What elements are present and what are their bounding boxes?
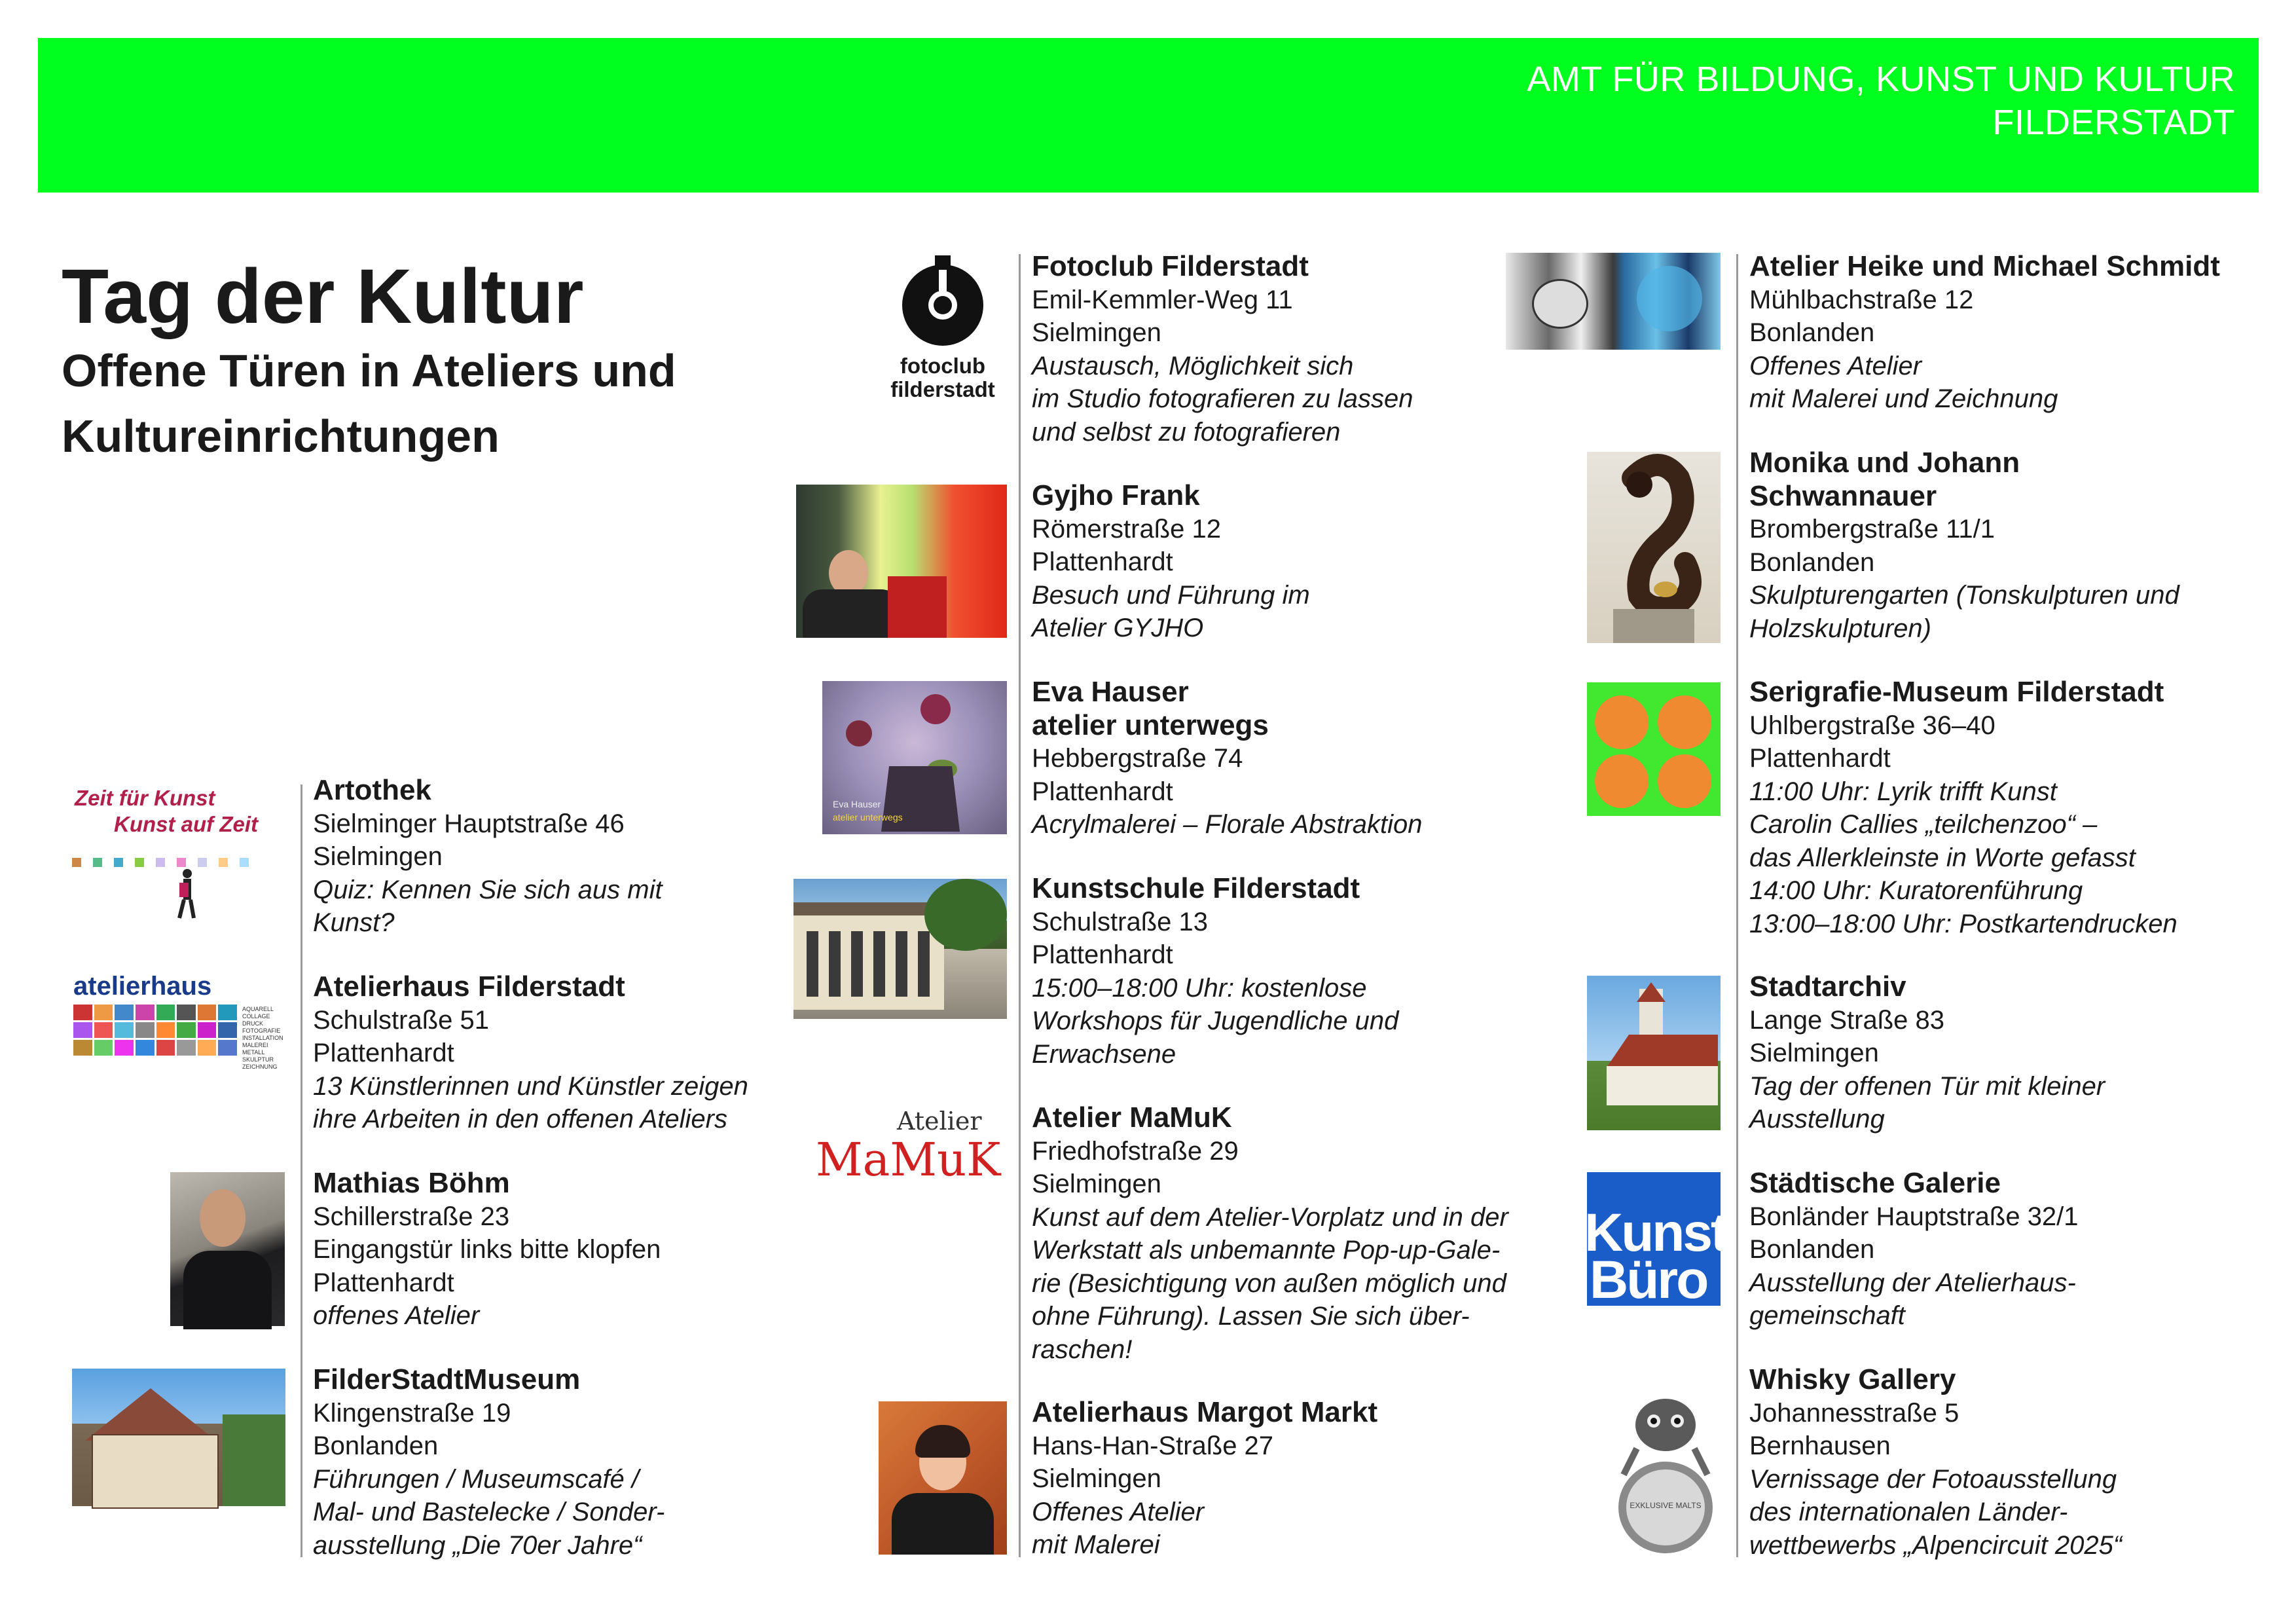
entry-district: Plattenhardt — [313, 1268, 454, 1297]
entry-address: Bonländer Hauptstraße 32/1 — [1749, 1202, 2079, 1231]
entry-name-line-2: Schwannauer — [1749, 479, 1937, 512]
kunstschule-photo — [793, 879, 1007, 1019]
entry-schwannauer — [1749, 447, 2267, 645]
entry-description: und selbst zu fotografieren — [1032, 417, 1341, 447]
entry-name: Atelierhaus Filderstadt — [313, 970, 625, 1003]
mamuk-logo-line-1: Atelier — [897, 1107, 982, 1135]
entry-name: Atelier Heike und Michael Schmidt — [1749, 250, 2220, 282]
entry-name: Monika und Johann — [1749, 447, 2020, 479]
org-line-1: AMT FÜR BILDUNG, KUNST UND KULTUR — [1527, 60, 2235, 99]
entry-description: das Allerkleinste in Worte gefasst — [1749, 843, 2136, 872]
entry-kunstschule — [1032, 872, 1542, 1071]
entry-whisky-gallery — [1749, 1363, 2267, 1562]
entry-description: gemeinschaft — [1749, 1301, 1905, 1330]
entry-artothek — [313, 774, 771, 940]
entry-address: Uhlbergstraße 36–40 — [1749, 710, 1995, 740]
entry-name: Städtische Galerie — [1749, 1167, 2001, 1199]
entry-name: Atelierhaus Margot Markt — [1032, 1396, 1378, 1428]
entry-atelierhaus-filderstadt — [313, 970, 784, 1136]
entry-description: raschen! — [1032, 1335, 1133, 1364]
entry-mathias-boehm — [313, 1167, 771, 1333]
entry-description: 13 Künstlerinnen und Künstler zeigen — [313, 1071, 748, 1101]
entry-description: Kunst? — [313, 908, 395, 937]
entry-name: Atelier MaMuK — [1032, 1101, 1232, 1134]
organization-name — [1527, 58, 2235, 144]
entry-description: Mal- und Bastelecke / Sonder- — [313, 1498, 665, 1526]
camera-icon — [877, 251, 1008, 350]
kunstbuero-logo — [1584, 1172, 1727, 1310]
entry-description: Holzskulpturen) — [1749, 614, 1931, 643]
page-title: Tag der Kultur — [62, 253, 584, 340]
entry-gyjho-frank — [1032, 479, 1542, 645]
eva-hauser-signature: Eva Hauser — [833, 799, 881, 809]
entry-address: Johannesstraße 5 — [1749, 1398, 1959, 1428]
entry-description: Atelier GYJHO — [1032, 614, 1204, 642]
entry-description: Workshops für Jugendliche und — [1032, 1006, 1399, 1035]
entry-description: 14:00 Uhr: Kuratorenführung — [1749, 876, 2083, 905]
entry-address: Schillerstraße 23 — [313, 1202, 510, 1231]
entry-description: 13:00–18:00 Uhr: Postkartendrucken — [1749, 909, 2178, 938]
whisky-coin-text: EXKLUSIVE MALTS — [1630, 1501, 1702, 1510]
entry-description: Erwachsene — [1032, 1039, 1176, 1069]
entry-district: Bonlanden — [1749, 547, 1875, 577]
entry-name: Stadtarchiv — [1749, 970, 1906, 1003]
page-subtitle: Offene Türen in Ateliers und Kultureinrichtungen — [62, 345, 676, 462]
walking-figure-icon — [174, 868, 200, 921]
entry-description: Ausstellung — [1749, 1105, 1885, 1134]
schmidt-artwork — [1506, 253, 1721, 350]
atelierhaus-logo-text: atelierhaus — [73, 972, 212, 1001]
entry-address: Schulstraße 51 — [313, 1005, 490, 1035]
entry-name: Fotoclub Filderstadt — [1032, 250, 1309, 282]
entry-description: wettbewerbs „Alpencircuit 2025“ — [1749, 1530, 2123, 1560]
entry-staedtische-galerie — [1749, 1167, 2267, 1333]
entry-description: Führungen / Museumscafé / — [313, 1464, 640, 1494]
entry-description: Quiz: Kennen Sie sich aus mit — [313, 875, 663, 904]
fotoclub-logo-line-2: filderstadt — [890, 377, 995, 401]
org-line-2: FILDERSTADT — [1992, 103, 2235, 142]
entry-description: Acrylmalerei – Florale Abstraktion — [1032, 810, 1423, 839]
entry-district: Bonlanden — [1749, 318, 1875, 347]
entry-description: Tag der offenen Tür mit kleiner — [1749, 1071, 2105, 1101]
entry-district: Plattenhardt — [1032, 547, 1173, 576]
entry-address: Hans-Han-Straße 27 — [1032, 1431, 1274, 1460]
entry-description: Kunst auf dem Atelier-Vorplatz und in der — [1032, 1202, 1508, 1232]
gyjho-frank-photo — [796, 485, 1007, 638]
entry-district: Bonlanden — [1749, 1235, 1875, 1264]
entry-filderstadtmuseum — [313, 1363, 771, 1562]
atelierhaus-logo — [71, 972, 287, 1070]
entry-name: Eva Hauser — [1032, 676, 1189, 708]
entry-address: Friedhofstraße 29 — [1032, 1136, 1239, 1166]
entry-description: mit Malerei — [1032, 1530, 1160, 1559]
mamuk-logo — [812, 1104, 1008, 1202]
schwannauer-sculpture — [1587, 452, 1721, 643]
entry-description: Offenes Atelier — [1749, 351, 1922, 380]
entry-district: Sielmingen — [313, 842, 443, 871]
mamuk-logo-line-2: MaMuK — [816, 1133, 1001, 1187]
atelierhaus-logo-categories: AQUARELL COLLAGE DRUCK FOTOGRAFIE INSTALLATION MALEREI METALL SKULPTUR ZEICHNUNG — [242, 1006, 283, 1070]
entry-description: Skulpturengarten (Tonskulpturen und — [1749, 581, 2179, 610]
header-bar — [38, 38, 2259, 193]
artothek-logo-line-1: Zeit für Kunst — [75, 786, 215, 810]
entry-address: Mühlbachstraße 12 — [1749, 285, 1974, 314]
entry-description: Carolin Callies „teilchenzoo“ – — [1749, 810, 2098, 839]
fotoclub-logo — [877, 251, 1008, 409]
entry-district: Bonlanden — [313, 1431, 439, 1460]
entry-address: Hebbergstraße 74 — [1032, 744, 1243, 773]
stadtarchiv-photo — [1587, 976, 1721, 1130]
entry-district: Plattenhardt — [1032, 777, 1173, 806]
entry-name-line-2: atelier unterwegs — [1032, 709, 1269, 741]
entry-atelier-mamuk — [1032, 1101, 1595, 1366]
entry-description: offenes Atelier — [313, 1301, 480, 1330]
entry-name: Artothek — [313, 774, 431, 806]
entry-name: Mathias Böhm — [313, 1167, 510, 1199]
entry-address: Lange Straße 83 — [1749, 1005, 1944, 1035]
entry-address: Emil-Kemmler-Weg 11 — [1032, 285, 1293, 314]
eva-hauser-painting — [822, 681, 1007, 834]
entry-district: Sielmingen — [1032, 318, 1161, 347]
whisky-gallery-logo — [1611, 1383, 1721, 1556]
entry-description: Austausch, Möglichkeit sich — [1032, 351, 1354, 380]
entry-name: Kunstschule Filderstadt — [1032, 872, 1360, 904]
column-divider-3 — [1736, 254, 1738, 1557]
entry-district: Bernhausen — [1749, 1431, 1891, 1460]
entry-name: Gyjho Frank — [1032, 479, 1200, 511]
column-divider-2 — [1019, 254, 1021, 1557]
filderstadtmuseum-photo — [72, 1369, 285, 1506]
column-divider-1 — [301, 784, 302, 1557]
whisky-coin-icon — [1611, 1383, 1721, 1556]
entry-description: Besuch und Führung im — [1032, 580, 1310, 610]
entry-address: Sielminger Hauptstraße 46 — [313, 809, 625, 838]
eva-hauser-signature-2: atelier unterwegs — [833, 812, 903, 822]
entry-description: des internationalen Länder- — [1749, 1498, 2068, 1526]
entry-address: Brombergstraße 11/1 — [1749, 515, 1995, 544]
entry-district: Plattenhardt — [1032, 940, 1173, 969]
fotoclub-logo-line-1: fotoclub — [900, 354, 986, 378]
entry-address: Klingenstraße 19 — [313, 1398, 511, 1428]
entry-note: Eingangstür links bitte klopfen — [313, 1235, 661, 1264]
kunstbuero-logo-line-1: Kunst — [1584, 1203, 1727, 1263]
artothek-logo — [63, 783, 285, 940]
entry-description: Offenes Atelier — [1032, 1497, 1205, 1526]
entry-name: Whisky Gallery — [1749, 1363, 1956, 1395]
entry-description: ihre Arbeiten in den offenen Ateliers — [313, 1105, 727, 1134]
entry-description: 15:00–18:00 Uhr: kostenlose — [1032, 973, 1367, 1003]
entry-description: 11:00 Uhr: Lyrik trifft Kunst — [1749, 777, 2057, 806]
entry-eva-hauser — [1032, 676, 1542, 841]
entry-description: Ausstellung der Atelierhaus- — [1749, 1268, 2076, 1297]
entry-district: Plattenhardt — [1749, 744, 1891, 773]
entry-serigrafie-museum — [1749, 676, 2267, 940]
entry-description: Vernissage der Fotoausstellung — [1749, 1464, 2117, 1494]
entry-description: ausstellung „Die 70er Jahre“ — [313, 1530, 642, 1560]
entry-district: Sielmingen — [1032, 1170, 1161, 1198]
mathias-boehm-photo — [170, 1172, 285, 1326]
entry-address: Römerstraße 12 — [1032, 514, 1221, 544]
entry-address: Schulstraße 13 — [1032, 907, 1209, 936]
sculpture-icon — [1587, 452, 1721, 643]
serigrafie-logo — [1587, 682, 1721, 816]
entry-description: Werkstatt als unbemannte Pop-up-Gale- — [1032, 1236, 1501, 1264]
entry-name: FilderStadtMuseum — [313, 1363, 581, 1395]
kunstbuero-logo-line-2: Büro — [1590, 1250, 1707, 1310]
entry-stadtarchiv — [1749, 970, 2267, 1136]
entry-description: mit Malerei und Zeichnung — [1749, 384, 2058, 413]
entry-margot-markt — [1032, 1396, 1542, 1562]
margot-markt-photo — [879, 1401, 1007, 1555]
entry-schmidt — [1749, 250, 2267, 416]
entry-description: im Studio fotografieren zu lassen — [1032, 384, 1413, 413]
entry-description: rie (Besichtigung von außen möglich und — [1032, 1268, 1506, 1298]
entry-name: Serigrafie-Museum Filderstadt — [1749, 676, 2164, 708]
entry-district: Sielmingen — [1032, 1464, 1161, 1493]
entry-district: Plattenhardt — [313, 1039, 454, 1067]
entry-district: Sielmingen — [1749, 1039, 1879, 1067]
artothek-logo-line-2: Kunst auf Zeit — [114, 812, 258, 836]
entry-description: ohne Führung). Lassen Sie sich über- — [1032, 1302, 1470, 1331]
entry-fotoclub — [1032, 250, 1542, 449]
